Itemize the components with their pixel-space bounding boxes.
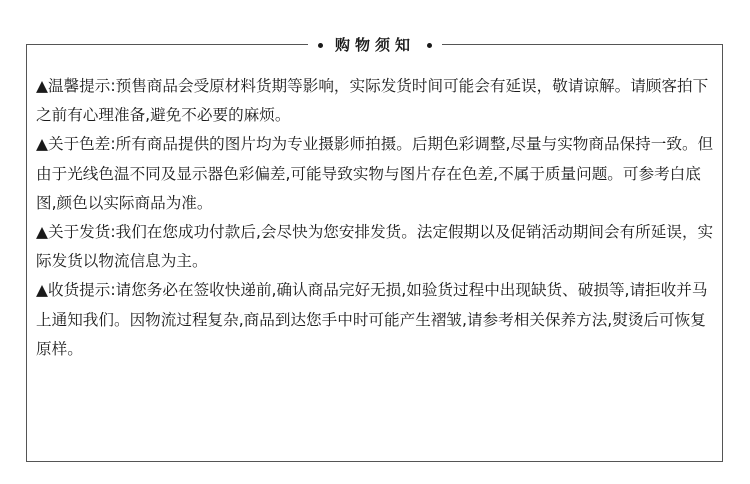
notice-content [36, 72, 718, 364]
right-dot-icon [427, 43, 432, 48]
section-color-difference: ▲关于色差:所有商品提供的图片均为专业摄影师拍摄。后期色彩调整,尽量与实物商品保持一致。但由于光线色温不同及显示器色彩偏差,可能导致实物与图片存在色差,不属于质量问题。可参考白底图,颜色以实际商品为准。 [36, 135, 714, 212]
section-shipping: ▲关于发货:我们在您成功付款后,会尽快为您安排发货。法定假期以及促销活动期间会有所延误，实际发货以物流信息为主。 [36, 223, 714, 271]
notice-title: 购物须知 [334, 36, 415, 54]
notice-header [0, 34, 750, 56]
notice-header-inner [308, 34, 442, 56]
left-dot-icon [318, 43, 323, 48]
section-receiving: ▲收货提示:请您务必在签收快递前,确认商品完好无损,如验货过程中出现缺货、破损等,请拒收并马上通知我们。因物流过程复杂,商品到达您手中时可能产生褶皱,请参考相关保养方法,熨烫后可恢复原样。 [36, 281, 708, 358]
section-reminder: ▲温馨提示:预售商品会受原材料货期等影响，实际发货时间可能会有延误，敬请谅解。请顾客拍下之前有心理准备,避免不必要的麻烦。 [36, 77, 709, 125]
